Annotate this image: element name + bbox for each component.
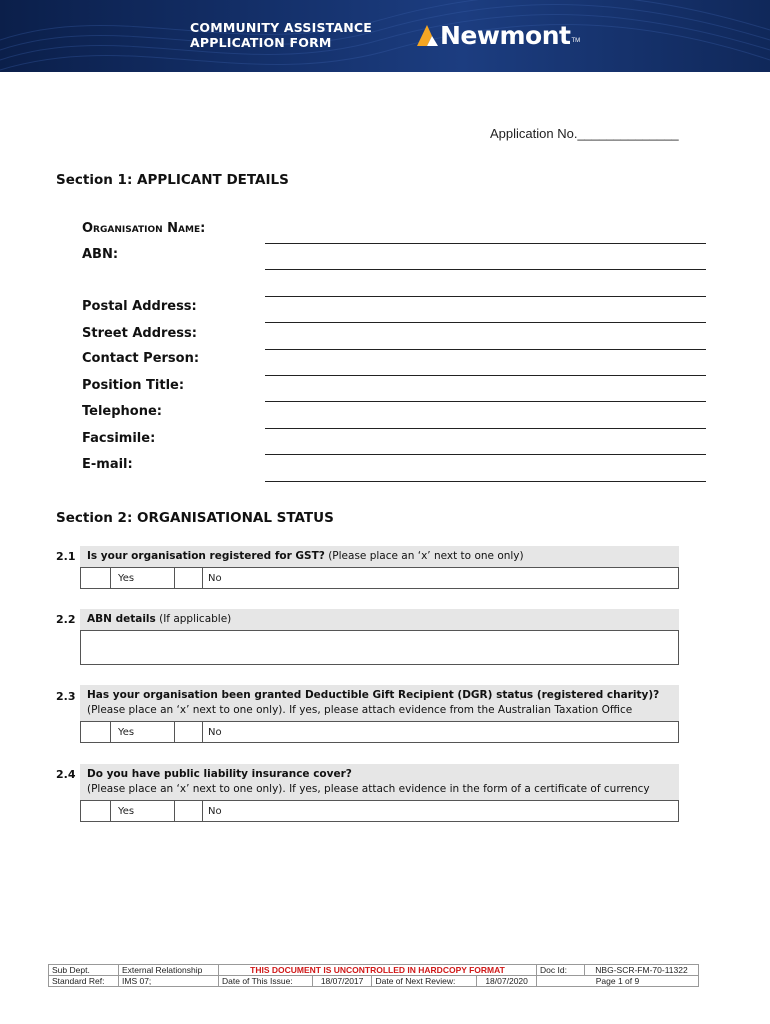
no-label: No: [208, 726, 222, 738]
question-2-2: [80, 609, 679, 631]
street-address-label: Street Address:: [82, 326, 197, 341]
wave-pattern-icon: [0, 0, 770, 72]
question-text-bold: ABN details: [87, 613, 156, 625]
form-title-line2: APPLICATION FORM: [190, 35, 332, 50]
doc-id-label: Doc Id:: [537, 965, 585, 976]
question-text-bold: Do you have public liability insurance cover?: [87, 768, 352, 780]
option-row-2-3: [80, 721, 679, 743]
date-review-label: Date of Next Review:: [372, 976, 477, 987]
section1-title: Section 1: APPLICANT DETAILS: [56, 172, 289, 188]
question-2-4: [80, 764, 679, 800]
telephone-label: Telephone:: [82, 404, 162, 419]
date-review-value: 18/07/2020: [477, 976, 537, 987]
standard-ref-label: Standard Ref:: [49, 976, 119, 987]
facsimile-line[interactable]: [265, 454, 706, 455]
position-title-line[interactable]: [265, 401, 706, 402]
contact-person-label: Contact Person:: [82, 351, 200, 366]
question-instructions: (Please place an ‘x’ next to one only). If yes, please attach evidence in the form of a certificate of currency: [87, 783, 650, 795]
header-banner: [0, 0, 770, 72]
yes-checkbox[interactable]: [81, 801, 111, 821]
question-text-bold: Is your organisation registered for GST?: [87, 550, 325, 562]
email-label: E-mail:: [82, 457, 133, 472]
sub-dept-value: External Relationship: [119, 965, 219, 976]
form-title-line1: COMMUNITY ASSISTANCE: [190, 20, 373, 35]
form-title: [190, 20, 372, 50]
position-title-label: Position Title:: [82, 378, 185, 393]
facsimile-label: Facsimile:: [82, 431, 156, 446]
date-issue-label: Date of This Issue:: [219, 976, 313, 987]
logo-text: Newmont: [440, 20, 571, 50]
sub-dept-label: Sub Dept.: [49, 965, 119, 976]
question-text: (Please place an ‘x’ next to one only): [324, 550, 524, 562]
question-2-1: [80, 546, 679, 568]
question-number: 2.1: [56, 550, 76, 563]
uncontrolled-warning: THIS DOCUMENT IS UNCONTROLLED IN HARDCOPY FORMAT: [219, 965, 537, 976]
abn-line[interactable]: [265, 269, 706, 270]
no-checkbox[interactable]: [175, 568, 203, 588]
yes-checkbox[interactable]: [81, 568, 111, 588]
email-line[interactable]: [265, 481, 706, 482]
yes-label: Yes: [111, 568, 175, 588]
question-2-3: [80, 685, 679, 721]
standard-ref-value: IMS 07;: [119, 976, 219, 987]
postal-address-line[interactable]: [265, 322, 706, 323]
logo-trademark: TM: [571, 38, 581, 44]
question-instructions: (Please place an ‘x’ next to one only). If yes, please attach evidence from the Australian Taxation Office: [87, 704, 633, 716]
section2-title: Section 2: ORGANISATIONAL STATUS: [56, 510, 334, 526]
page-number: Page 1 of 9: [537, 976, 699, 987]
newmont-logo: [416, 20, 580, 50]
option-row-2-1: [80, 567, 679, 589]
no-label: No: [208, 572, 222, 584]
question-number: 2.2: [56, 613, 76, 626]
date-issue-value: 18/07/2017: [312, 976, 372, 987]
question-number: 2.4: [56, 768, 76, 781]
abn-line-2[interactable]: [265, 296, 706, 297]
postal-address-label: Postal Address:: [82, 299, 197, 314]
yes-label: Yes: [111, 801, 175, 821]
application-number: Application No.______________: [490, 126, 679, 141]
organisation-name-label: Organisation Name:: [82, 221, 206, 236]
yes-label: Yes: [111, 722, 175, 742]
contact-person-line[interactable]: [265, 375, 706, 376]
question-text: (If applicable): [155, 613, 232, 625]
no-checkbox[interactable]: [175, 801, 203, 821]
no-checkbox[interactable]: [175, 722, 203, 742]
abn-label: ABN:: [82, 247, 119, 262]
newmont-n-mark-icon: [416, 22, 442, 48]
yes-checkbox[interactable]: [81, 722, 111, 742]
option-row-2-4: [80, 800, 679, 822]
no-label: No: [208, 805, 222, 817]
telephone-line[interactable]: [265, 428, 706, 429]
abn-details-input[interactable]: [80, 630, 679, 665]
question-number: 2.3: [56, 690, 76, 703]
doc-id-value: NBG-SCR-FM-70-11322: [585, 965, 699, 976]
organisation-name-line[interactable]: [265, 243, 706, 244]
question-text-bold: Has your organisation been granted Deductible Gift Recipient (DGR) status (registered charity)?: [87, 689, 660, 701]
street-address-line[interactable]: [265, 349, 706, 350]
document-footer: [48, 964, 699, 987]
